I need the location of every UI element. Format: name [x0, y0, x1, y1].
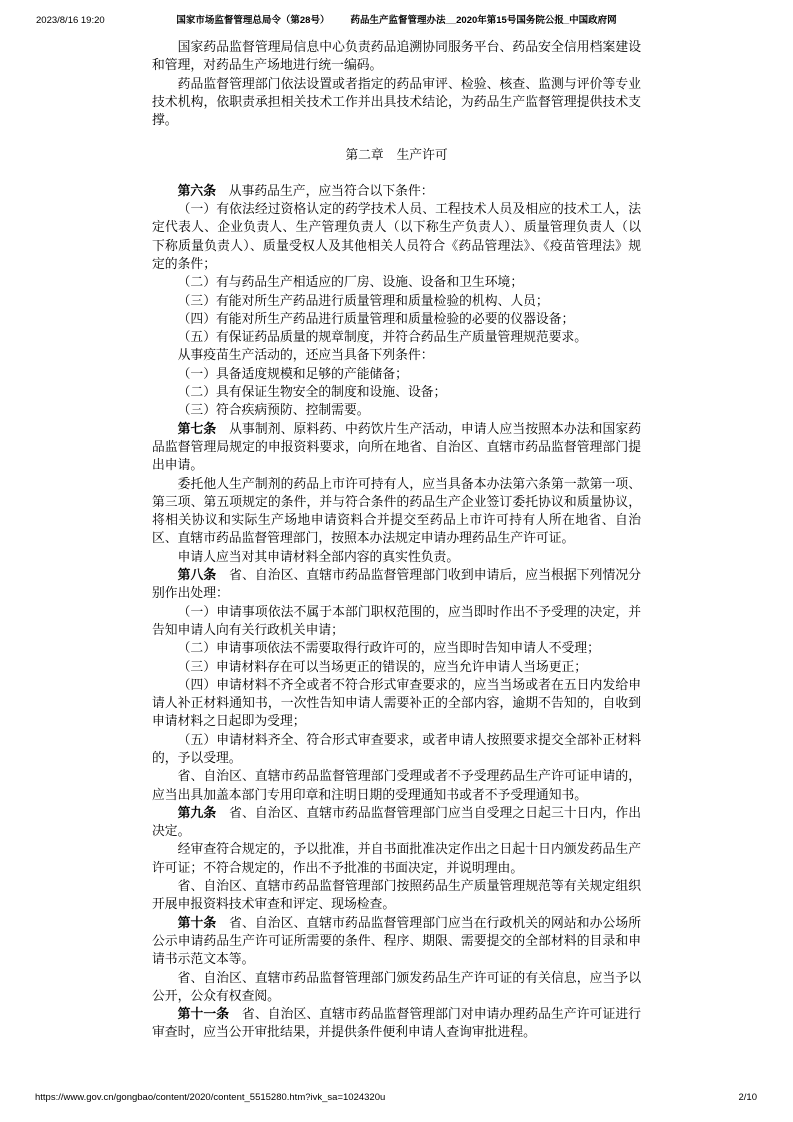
- page-title: 国家市场监督管理总局令（第28号） 药品生产监督管理办法__2020年第15号国务院公报_中国政府网: [176, 15, 617, 26]
- paragraph: 药品监督管理部门依法设置或者指定的药品审评、检验、核查、监测与评价等专业技术机构，依职责承担相关技术工作并出具技术结论，为药品生产监督管理提供技术支撑。: [152, 75, 641, 128]
- paragraph: 第六条 从事药品生产，应当符合以下条件：: [177, 182, 434, 198]
- paragraph: （五）申请材料齐全、符合形式审查要求，或者申请人按照要求提交全部补正材料的，予以受理。: [152, 731, 641, 765]
- paragraph: 省、自治区、直辖市药品监督管理部门受理或者不予受理药品生产许可证申请的，应当出具加盖本部门专用印章和注明日期的受理通知书或者不予受理通知书。: [152, 768, 641, 802]
- paragraph: 从事疫苗生产活动的，还应当具备下列条件：: [177, 347, 434, 363]
- paragraph: 申请人应当对其申请材料全部内容的真实性负责。: [177, 548, 460, 564]
- source-url: https://www.gov.cn/gongbao/content/2020/content_5515280.htm?ivk_sa=1024320u: [35, 1092, 386, 1103]
- paragraph: （二）具有保证生物安全的制度和设施、设备；: [177, 384, 447, 400]
- paragraph: （三）符合疾病预防、控制需要。: [177, 402, 370, 418]
- paragraph: （一）具备适度规模和足够的产能储备；: [177, 365, 408, 381]
- paragraph: （二）申请事项依法不需要取得行政许可的，应当即时告知申请人不受理；: [177, 640, 600, 656]
- paragraph: （五）有保证药品质量的规章制度，并符合药品生产质量管理规范要求。: [177, 329, 588, 345]
- paragraph: （四）申请材料不齐全或者不符合形式审查要求的，应当当场或者在五日内发给申请人补正材料通知书，一次性告知申请人需要补正的全部内容，逾期不告知的，自收到申请材料之日起即为受理；: [152, 676, 641, 729]
- document-body: [152, 38, 641, 1042]
- paragraph: （二）有与药品生产相适应的厂房、设施、设备和卫生环境；: [177, 274, 524, 290]
- print-footer: [35, 1092, 757, 1106]
- article-number: 第八条: [177, 567, 217, 583]
- print-header: [36, 14, 757, 30]
- paragraph: 第七条 从事制剂、原料药、中药饮片生产活动，申请人应当按照本办法和国家药品监督管理局规定的申报资料要求，向所在地省、自治区、直辖市药品监督管理部门提出申请。: [152, 420, 642, 473]
- paragraph: （一）申请事项依法不属于本部门职权范围的，应当即时作出不予受理的决定，并告知申请人向有关行政机关申请；: [152, 603, 641, 637]
- paragraph: 第九条 省、自治区、直辖市药品监督管理部门应当自受理之日起三十日内，作出决定。: [152, 804, 642, 839]
- paragraph: 国家药品监督管理局信息中心负责药品追溯协同服务平台、药品安全信用档案建设和管理，对药品生产场地进行统一编码。: [152, 39, 641, 73]
- article-number: 第七条: [177, 420, 217, 436]
- paragraph: （四）有能对所生产药品进行质量管理和质量检验的必要的仪器设备；: [177, 310, 575, 326]
- article-number: 第六条: [177, 182, 216, 198]
- paragraph: （三）申请材料存在可以当场更正的错误的，应当允许申请人当场更正；: [177, 658, 588, 674]
- paragraph: 省、自治区、直辖市药品监督管理部门按照药品生产质量管理规范等有关规定组织开展申报资料技术审查和评定、现场检查。: [152, 878, 641, 912]
- paragraph: 委托他人生产制剂的药品上市许可持有人，应当具备本办法第六条第一款第一项、第三项、第五项规定的条件，并与符合条件的药品生产企业签订委托协议和质量协议，将相关协议和实际生产场地申请资料合并提交至药品上市许可持有人所在地省、自治区、直辖市药品监督管理部门，按照本办法规定申请办理药品生产许可证。: [152, 475, 641, 546]
- paragraph: 第十条 省、自治区、直辖市药品监督管理部门应当在行政机关的网站和办公场所公示申请药品生产许可证所需要的条件、程序、期限、需要提交的全部材料的目录和申请书示范文本等。: [152, 914, 642, 967]
- chapter-heading: 第二章 生产许可: [345, 147, 448, 163]
- article-number: 第十条: [177, 914, 217, 930]
- paragraph: 第十一条 省、自治区、直辖市药品监督管理部门对申请办理药品生产许可证进行审查时，应当公开审批结果，并提供条件便利申请人查询审批进程。: [152, 1006, 642, 1040]
- print-datetime: 2023/8/16 19:20: [36, 15, 105, 26]
- article-number: 第十一条: [177, 1006, 230, 1022]
- paragraph: 经审查符合规定的，予以批准，并自书面批准决定作出之日起十日内颁发药品生产许可证；不符合规定的，作出不予批准的书面决定，并说明理由。: [152, 841, 641, 875]
- paragraph: （一）有依法经过资格认定的药学技术人员、工程技术人员及相应的技术工人，法定代表人、企业负责人、生产管理负责人（以下称生产负责人）、质量管理负责人（以下称质量负责人）、质量受权人及其他相关人员符合《药品管理法》、《疫苗管理法》规定的条件；: [152, 201, 641, 271]
- paragraph: 省、自治区、直辖市药品监督管理部门颁发药品生产许可证的有关信息，应当予以公开，公众有权查阅。: [152, 969, 641, 1003]
- article-number: 第九条: [177, 804, 217, 820]
- page-number: 2/10: [738, 1092, 757, 1103]
- paragraph: （三）有能对所生产药品进行质量管理和质量检验的机构、人员；: [177, 292, 549, 308]
- paragraph: 第八条 省、自治区、直辖市药品监督管理部门收到申请后，应当根据下列情况分别作出处理：: [152, 567, 642, 601]
